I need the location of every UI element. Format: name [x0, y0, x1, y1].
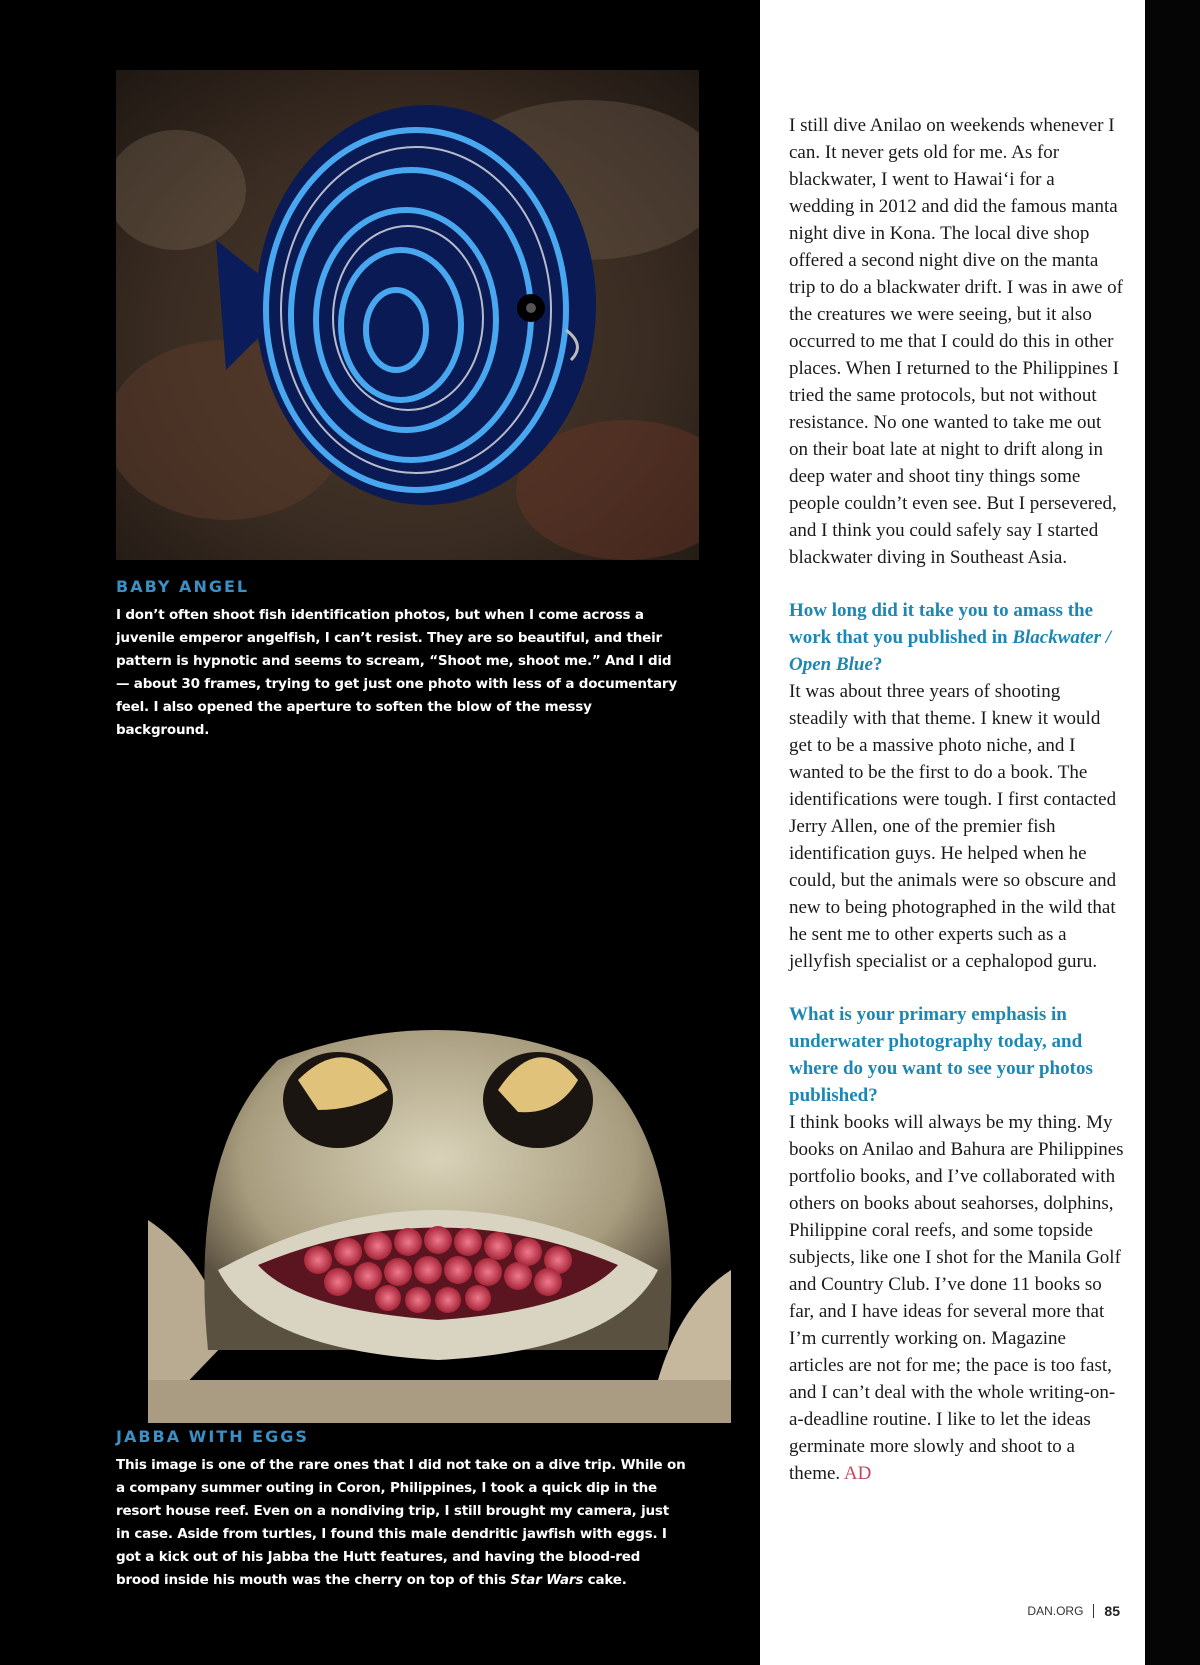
end-mark: AD	[843, 1463, 872, 1484]
caption-body	[116, 1454, 686, 1592]
page-edge	[1145, 0, 1200, 1665]
article-paragraph: It was about three years of shooting steadily with that theme. I knew it would get to be a massive photo niche, and I wanted to be the first to do a book. The identifications were tough. I first contacted Jerry Allen, one of the premier fish identification guys. He helped when he could, but the animals were so obscure and new to being photographed in the wild that he sent me to other experts such as a jellyfish specialist or a cephalopod guru.	[789, 681, 1117, 972]
caption-baby-angel	[116, 578, 686, 742]
caption-jabba-with-eggs	[116, 1428, 686, 1592]
caption-title: JABBA WITH EGGS	[116, 1427, 309, 1446]
interview-question: What is your primary emphasis in underwater photography today, and where do you want to see your photos published?	[789, 1004, 1093, 1106]
article-column	[789, 112, 1124, 1487]
caption-body-italic: Star Wars	[510, 1572, 584, 1588]
folio-divider	[1093, 1604, 1094, 1618]
jawfish-photo	[148, 1020, 731, 1423]
article-paragraph-text: I think books will always be my thing. My books on Anilao and Bahura are Philippines portfolio books, and I’ve collaborated with others on books about seahorses, dolphins, Philippine coral reefs, and some topside subjects, like one I shot for the Manila Golf and Country Club. I’ve done 11 books so far, and I have ideas for several more that I’m currently working on. Magazine articles are not for me; the pace is too fast, and I can’t deal with the whole writing-on-a-deadline routine. I like to let the ideas germinate more slowly and shoot to a theme.	[789, 1112, 1124, 1484]
article-paragraph: I still dive Anilao on weekends whenever I can. It never gets old for me. As for blackwater, I went to Hawai‘i for a wedding in 2012 and did the famous manta night dive in Kona. The local dive shop offered a second night dive on the manta trip to do a blackwater drift. I was in awe of the creatures we were seeing, but it also occurred to me that I could do this in other places. When I returned to the Philippines I tried the same protocols, but not without resistance. No one wanted to take me out on their boat late at night to drift along in deep water and shoot tiny things some people couldn’t even see. But I persevered, and I think you could safely say I started blackwater diving in Southeast Asia.	[789, 115, 1123, 568]
caption-body-end: cake.	[583, 1572, 627, 1588]
caption-body-text: This image is one of the rare ones that I did not take on a dive trip. While on a company summer outing in Coron, Philippines, I took a quick dip in the resort house reef. Even on a nondiving trip, I still brought my camera, just in case. Aside from turtles, I found this male dendritic jawfish with eggs. I got a kick out of his Jabba the Hutt features, and having the blood-red brood inside his mouth was the cherry on top of this	[116, 1457, 686, 1588]
book-title: Blackwater / Open Blue	[789, 627, 1112, 675]
interview-question	[789, 597, 1124, 678]
question-mark: ?	[872, 654, 883, 675]
site-name: DAN.ORG	[1027, 1604, 1084, 1618]
page-folio	[990, 1603, 1120, 1619]
page-number: 85	[1104, 1603, 1120, 1619]
caption-body: I don’t often shoot fish identification photos, but when I come across a juvenile emperor angelfish, I can’t resist. They are so beautiful, and their pattern is hypnotic and seems to scream, “Shoot me, shoot me.” And I did — about 30 frames, trying to get just one photo with less of a documentary feel. I also opened the aperture to soften the blow of the messy background.	[116, 607, 677, 738]
question-text: How long did it take you to amass the work that you published in	[789, 600, 1094, 648]
angelfish-photo	[116, 70, 699, 560]
caption-title: BABY ANGEL	[116, 577, 250, 596]
article-paragraph	[789, 1109, 1124, 1487]
